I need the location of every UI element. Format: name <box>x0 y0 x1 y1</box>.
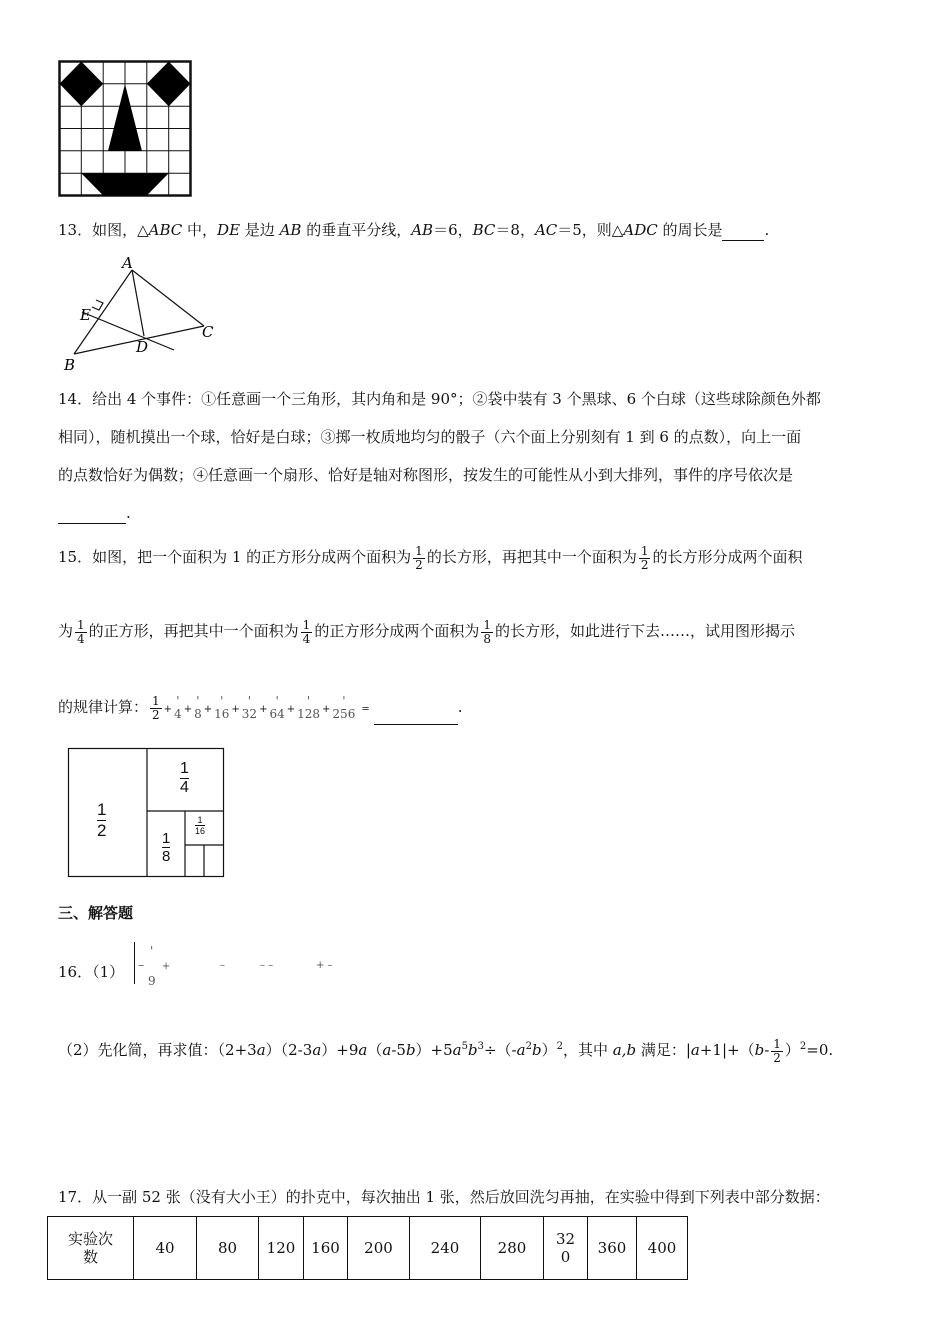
q14-line3: 的点数恰好为偶数；④任意画一个扇形、恰好是轴对称图形，按发生的可能性从小到大排列，事件的序号依次是 <box>58 466 794 484</box>
frac-half-q16: $\frac{1}{2}$ <box>773 1036 781 1065</box>
sum-term-half: $\frac{1}{2}$ <box>152 693 160 722</box>
table-row <box>48 1217 688 1280</box>
frac-half-2: $\frac{1}{2}$ <box>640 543 649 572</box>
label-B: B <box>64 356 76 374</box>
right-eye-diamond <box>147 62 191 107</box>
q16-part1: 16．（1） ' – + 9 – – – + – <box>58 944 333 988</box>
q17-text: 17．从一副 52 张（没有大小王）的扑克中，每次抽出 1 张，然后放回洗匀再抽，在实验中得到下列表中部分数据： <box>58 1188 830 1206</box>
label-C: C <box>202 323 214 341</box>
fig-label-eighth: 1 8 <box>162 830 171 865</box>
fig-label-quarter: 1 4 <box>180 760 189 796</box>
q15-line3: 的规律计算： $\frac{1}{2}$ +' 4 +' 8 +' 16 +' 32 +' 64 +' 128 +' 256 = . <box>58 690 463 727</box>
table-cell: 360 <box>588 1217 637 1280</box>
nose-triangle <box>108 84 142 151</box>
left-eye-diamond <box>60 62 104 107</box>
table-cell: 240 <box>410 1217 481 1280</box>
square-division-figure <box>67 747 227 881</box>
fig-label-half: 1 2 <box>97 800 107 840</box>
abs-bar <box>134 942 135 984</box>
q14-answer-blank[interactable] <box>58 503 126 524</box>
label-A: A <box>122 254 133 272</box>
q15-answer-blank[interactable] <box>374 690 458 725</box>
q16-part2: （2）先化简，再求值：$(2+3a)(2-3a)+9a(a-5b)+5a^5b^3\div(-a^2b)^2$，其中 a,b 满足：|a+1|+（b- $\frac{1}{2}$ ）$^2$=0. <box>58 1036 834 1065</box>
fig-label-sixteenth: 1 16 <box>195 815 206 836</box>
table-cell: 280 <box>481 1217 544 1280</box>
q14-line4: . <box>58 503 131 524</box>
section3-title: 三、解答题 <box>58 905 134 922</box>
label-D: D <box>136 338 149 356</box>
q15-line1: 15．如图，把一个面积为 1 的正方形分成两个面积为 $\frac{1}{2}$ 的长方形，再把其中一个面积为 $\frac{1}{2}$ 的长方形分成两个面积 <box>58 543 803 572</box>
q13-answer-blank[interactable] <box>722 220 764 241</box>
frac-quarter-2: $\frac{1}{4}$ <box>302 617 311 646</box>
frac-half-1: $\frac{1}{2}$ <box>415 543 423 572</box>
q14-line1: 14．给出 4 个事件：①任意画一个三角形，其内角和是 90°；②袋中装有 3 个黑球、6 个白球（这些球除颜色外都 <box>58 390 821 408</box>
table-cell: 80 <box>197 1217 259 1280</box>
q14-line2: 相同），随机摸出一个球，恰好是白球；③掷一枚质地均匀的骰子（六个面上分别刻有 1 到 6 的点数），向上一面 <box>58 428 802 446</box>
q15-line2: 为 $\frac{1}{4}$ 的正方形，再把其中一个面积为 $\frac{1}{4}$ 的正方形分成两个面积为 $\frac{1}{8}$ 的长方形，如此进行下去……，试用图形揭示 <box>58 617 795 646</box>
table-cell: 400 <box>637 1217 688 1280</box>
table-cell: 32 0 <box>544 1217 588 1280</box>
table-cell: 40 <box>134 1217 197 1280</box>
experiment-table <box>47 1216 688 1280</box>
table-cell: 120 <box>259 1217 304 1280</box>
mouth-trapezoid <box>81 173 168 195</box>
frac-quarter-1: $\frac{1}{4}$ <box>77 617 85 646</box>
q13-text: 13．如图，△ABC 中，DE 是边 AB 的垂直平分线，AB＝6，BC＝8，AC＝5，则△ADC 的周长是 . <box>58 221 770 239</box>
frac-eighth: $\frac{1}{8}$ <box>483 617 491 646</box>
label-E: E <box>80 306 91 324</box>
grid-face-figure <box>58 60 192 198</box>
table-cell: 200 <box>348 1217 410 1280</box>
triangle-figure <box>62 254 222 374</box>
table-header-cell: 实验次 数 <box>48 1217 134 1280</box>
table-cell: 160 <box>304 1217 348 1280</box>
